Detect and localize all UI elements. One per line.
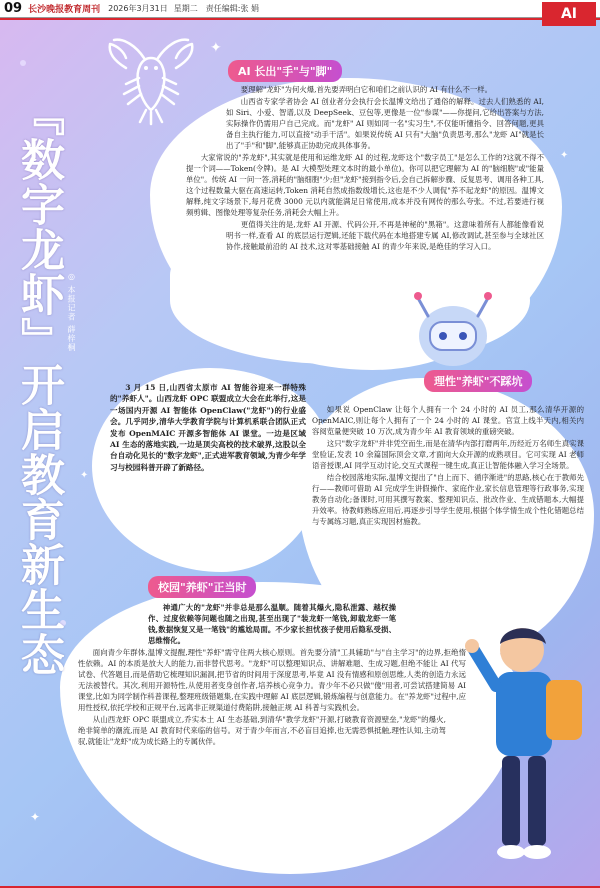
paragraph: 这只"数字龙虾"并非凭空而生,而是在清华内部打磨两年,历经近万名师生真实课堂验证,发表 10 余篇国际顶会文章,才面向大众开源的成熟项目。它可实现 AI 老师语音授课,AI 同学互动讨论,交互式课程一键生成,真正让智能体融入学习全场景。 xyxy=(312,439,584,470)
masthead xyxy=(0,0,600,18)
header-stripe xyxy=(0,18,600,20)
lead-paragraph: 3 月 15 日,山西省太原市 AI 智能谷迎来一群特殊的"养虾人"。山西龙虾 OPC 联盟成立大会在此举行,这是一场国内开源 AI 智能体 OpenClaw("龙虾")的行业盛会。几乎同步,清华大学教育学院与计算机系联合团队正式发布 OpenMAIC 开源多智能体 AI 课堂。一边是区域 AI 生态的落地实践,一边是顶尖高校的技术破界,这股以全台自动化见长的"数字龙虾",正式进军教育领域,为青少年学习与校园科普开辟了新路径。 xyxy=(110,383,306,472)
intro-lead xyxy=(110,382,306,474)
paragraph: 面向青少年群体,温博文提醒,理性"养虾"需守住两大核心原则。首先要分清"工具辅助"与"自主学习"的边界,拒绝惰性依赖。AI 的本质是放大人的能力,而非替代思考。"龙虾"可以整理知识点、讲解难题、生成习题,但绝不能让 AI 代写试卷、代答题目,而是借助它梳理知识漏洞,把节省的时间用于深度思考,毕竟 AI 没有情感和原创思维,人类的创造力永远无法被替代。其次,利用开源特性,从使用者变身创作者,培养核心竞争力。青少年不必只做"傻"用者,可尝试搭建简易 AI 课堂,比如为同学制作科普课程,整理班级错题集,在实践中理解 AI 底层逻辑,锻炼编程与创意能力。在"养龙虾"过程中,应用性授权,依托学校和正规平台,远离非正规渠道付费陷阱,接触正规 AI 科普与实践机会。 xyxy=(78,648,466,712)
page-title: 『数字龙虾』开启教育新生态 xyxy=(13,92,64,677)
paragraph: 结合校园落地实际,温博文提出了"自上而下、循序渐进"的思路,核心在于教师先行——教师可借助 AI 完成学生讲假操作、家庭作业,家长信息管理等行政事务,实现教务自动化;备课时,可用其撰写教案、整理知识点、批改作业、生成错题本,大幅提升效率。待教师熟练应用后,再逐步引导学生使用,根据个体学情生成个性化错题总结与专属练习题,真正实现因材施教。 xyxy=(312,473,584,526)
issue-date: 2026年3月31日 xyxy=(108,4,168,13)
section-heading-rational-keeping: 理性"养虾"不踩坑 xyxy=(424,370,532,392)
editor-credit: 责任编辑:张 娟 xyxy=(205,4,259,13)
star-icon: ✦ xyxy=(560,150,569,161)
lobster-illustration xyxy=(96,28,206,128)
paragraph: 山西省专家学者协会 AI 创业者分会执行会长温博文给出了通俗的解释。过去人们熟悉的 AI,如 Siri、小爱、智谱,以及 DeepSeek、豆包等,更像是一位"参谋"——你提问,它给出答案与方法,实际操作仍需用户自己完成。而"龙虾" AI 则如同一名"实习生",不仅能听懂指令、回答问题,更具备自主执行能力,可以直接"动手干活"。如果说传统 AI 只有"大脑"负责思考,那么"龙虾 AI"就是长出了"手"和"脚",能够真正协助完成具体事务。 xyxy=(226,97,544,150)
star-icon: ✦ xyxy=(210,40,222,56)
student-with-backpack-illustration xyxy=(462,610,592,880)
byline: ◎ 本报记者 薛梓桐 xyxy=(67,272,76,353)
star-icon: ✦ xyxy=(80,470,89,481)
paragraph: 要理解"龙虾"为何火爆,首先要弄明白它和咱们之前认识的 AI 有什么不一样。 xyxy=(240,85,493,94)
paragraph: 从山西龙虾 OPC 联盟成立,乔实本土 AI 生态基础,到清华"教学龙虾"开源,打破教育资源壁垒,"龙虾"的爆火,绝非简单的潮流,而是 AI 教育时代来临的信号。对于青少年而言,不必盲目追捧,也无需恐惧抵触,理性认知,主动驾驭,就能让"龙虾"成为成长路上的专属伙伴。 xyxy=(78,715,446,746)
section-heading-campus-keeping: 校园"养虾"正当时 xyxy=(148,576,256,598)
star-icon: ✦ xyxy=(30,810,41,824)
paragraph: 更值得关注的是,龙虾 AI 开源、代码公开,不再是神秘的"黑箱"。这意味着所有人都能像看说明书一样,查看 AI 的底层运行逻辑,还能下载代码在本地搭建专属 AI,修改调试,甚至参与全球社区协作,接触最前沿的 AI 技术,这对零基础接触 AI 的青少年来说,是绝佳的学习入口。 xyxy=(226,220,544,251)
section2-body xyxy=(312,404,584,528)
paragraph: 大家常说的"养龙虾",其实就是使用和运维龙虾 AI 的过程,龙虾这个"数字员工"是怎么工作的?这就不得不提一个词——Token(令牌)。是 AI 大模型处理文本时的最小单位)。你可以把它理解为 AI 的"脑细胞"或"能量单位"。传统 AI 一问一答,消耗的"脑细胞"少;但"龙虾"接到指令后,会自己拆解步骤、反复思考、调用各种工具,这个过程数量大驱在高速运转,Token 消耗自然成指数级增长,这也是不少人调侃"养不起龙虾"的原因。温博文解释,纯文字场景下,每月花费 3000 元以内就能满足日常使用,成本并没有网传的那么夸张。不过,若要进行视频剪辑、图像处理等复杂任务,消耗会大幅上升。 xyxy=(186,153,544,217)
paragraph: 如果说 OpenClaw 让每个人拥有一个 24 小时的 AI 员工,那么清华开源的 OpenMAIC,则让每个人拥有了一个 24 小时的 AI 课堂。官宣上线半天内,相关内容阅览量便突破 10 万次,成为青少年 AI 教育领域的重磅突破。 xyxy=(312,405,584,436)
section1-body xyxy=(186,84,544,253)
page-number: 09 xyxy=(4,1,23,16)
weekday: 星期二 xyxy=(173,4,198,13)
section-tag: AI xyxy=(542,2,596,26)
paragraph: 神通广大的"龙虾"并非总是那么温顺。随着其爆火,隐私泄露、越权操作、过度依赖等问题也随之出现,甚至出现了"装龙虾一笔钱,卸载龙虾一笔钱,数据恢复又是一笔钱"的尴尬局面。不少家长担忧孩子使用后隐私受损、思维惰化。 xyxy=(148,603,396,645)
section3-body xyxy=(78,602,506,748)
paper-name: 长沙晚报教育周刊 xyxy=(28,5,101,15)
decor-dot xyxy=(20,60,26,66)
section-heading-ai-hands-feet: AI 长出"手"与"脚" xyxy=(228,60,342,82)
